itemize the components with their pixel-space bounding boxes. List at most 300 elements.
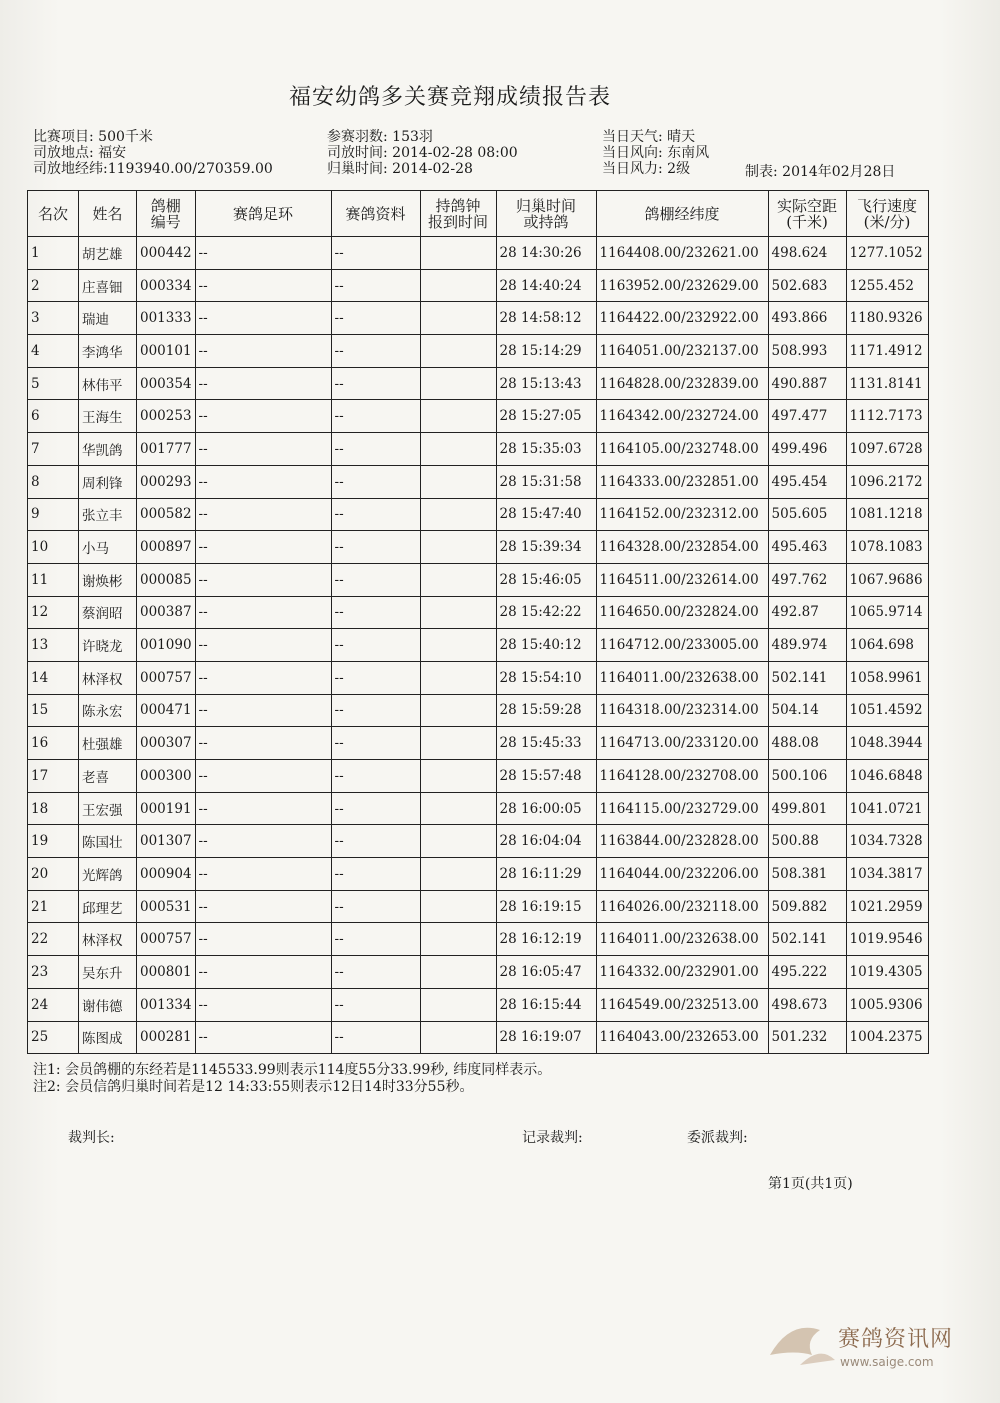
column-header-line: 或持鸽 — [523, 212, 569, 231]
cell-loft-id: 000300 — [137, 760, 196, 793]
table-row — [28, 465, 929, 498]
cell-ring: -- — [195, 302, 331, 335]
table-row — [28, 1021, 929, 1054]
table-row — [28, 727, 929, 760]
cell-loft-id: 001333 — [137, 302, 196, 335]
note-1: 注1: 会员鸽棚的东经若是1145533.99则表示114度55分33.99秒, 纬度同样表示。 — [33, 1062, 552, 1078]
cell-loft-id: 000334 — [137, 269, 196, 302]
column-header — [846, 191, 928, 237]
cell-loft-id: 001090 — [137, 629, 196, 662]
note-2: 注2: 会员信鸽归巢时间若是12 14:33:55则表示12日14时33分55秒。 — [33, 1079, 474, 1095]
cell-ring: -- — [195, 760, 331, 793]
cell-return-time: 28 15:46:05 — [496, 563, 596, 596]
cell-rank: 14 — [28, 661, 79, 694]
cell-loft-id: 000293 — [137, 465, 196, 498]
cell-return-time: 28 16:12:19 — [496, 923, 596, 956]
cell-return-time: 28 15:40:12 — [496, 629, 596, 662]
cell-return-time: 28 15:39:34 — [496, 531, 596, 564]
cell-speed: 1131.8141 — [846, 367, 928, 400]
table-row — [28, 988, 929, 1021]
cell-info: -- — [331, 727, 420, 760]
cell-info: -- — [331, 335, 420, 368]
cell-info: -- — [331, 367, 420, 400]
chief-judge-label: 裁判长: — [68, 1130, 115, 1146]
meta-release-coords: 司放地经纬:1193940.00/270359.00 — [33, 161, 273, 177]
table-row — [28, 956, 929, 989]
cell-coords: 1164712.00/233005.00 — [596, 629, 768, 662]
meta-col-1 — [33, 129, 273, 177]
cell-clock-time — [420, 923, 496, 956]
cell-coords: 1164011.00/232638.00 — [596, 661, 768, 694]
table-row — [28, 923, 929, 956]
cell-loft-id: 000904 — [137, 858, 196, 891]
cell-info: -- — [331, 433, 420, 466]
table-row — [28, 694, 929, 727]
cell-clock-time — [420, 858, 496, 891]
cell-info: -- — [331, 237, 420, 270]
cell-speed: 1048.3944 — [846, 727, 928, 760]
cell-return-time: 28 15:45:33 — [496, 727, 596, 760]
cell-clock-time — [420, 760, 496, 793]
cell-coords: 1164549.00/232513.00 — [596, 988, 768, 1021]
column-header-line: 鸽棚 — [150, 196, 181, 215]
cell-speed: 1034.3817 — [846, 858, 928, 891]
cell-distance: 502.683 — [768, 269, 846, 302]
cell-clock-time — [420, 596, 496, 629]
cell-return-time: 28 16:05:47 — [496, 956, 596, 989]
cell-distance: 495.222 — [768, 956, 846, 989]
cell-clock-time — [420, 302, 496, 335]
cell-distance: 504.14 — [768, 694, 846, 727]
cell-rank: 10 — [28, 531, 79, 564]
cell-name: 李鸿华 — [79, 335, 137, 368]
cell-name: 老喜 — [79, 760, 137, 793]
table-row — [28, 890, 929, 923]
cell-rank: 4 — [28, 335, 79, 368]
cell-clock-time — [420, 988, 496, 1021]
cell-speed: 1058.9961 — [846, 661, 928, 694]
cell-clock-time — [420, 1021, 496, 1054]
cell-coords: 1164408.00/232621.00 — [596, 237, 768, 270]
meta-return-time: 归巢时间: 2014-02-28 — [327, 161, 473, 177]
cell-info: -- — [331, 694, 420, 727]
cell-loft-id: 000801 — [137, 956, 196, 989]
cell-ring: -- — [195, 465, 331, 498]
column-header-line: 编号 — [150, 212, 181, 231]
cell-clock-time — [420, 335, 496, 368]
cell-distance: 497.477 — [768, 400, 846, 433]
cell-return-time: 28 14:58:12 — [496, 302, 596, 335]
meta-made-date: 制表: 2014年02月28日 — [745, 164, 896, 180]
column-header — [596, 191, 768, 237]
cell-info: -- — [331, 661, 420, 694]
table-row — [28, 400, 929, 433]
column-header-line: 鸽棚经纬度 — [644, 204, 720, 223]
cell-return-time: 28 16:19:07 — [496, 1021, 596, 1054]
table-header-row — [28, 191, 929, 237]
cell-return-time: 28 16:19:15 — [496, 890, 596, 923]
cell-ring: -- — [195, 433, 331, 466]
cell-distance: 501.232 — [768, 1021, 846, 1054]
cell-distance: 500.106 — [768, 760, 846, 793]
cell-loft-id: 000281 — [137, 1021, 196, 1054]
column-header — [28, 191, 79, 237]
cell-loft-id: 000387 — [137, 596, 196, 629]
meta-wind-force: 当日风力: 2级 — [602, 161, 691, 177]
cell-name: 林伟平 — [79, 367, 137, 400]
cell-name: 瑞迪 — [79, 302, 137, 335]
cell-name: 华凯鸽 — [79, 433, 137, 466]
cell-loft-id: 000085 — [137, 563, 196, 596]
cell-speed: 1046.6848 — [846, 760, 928, 793]
cell-loft-id: 001307 — [137, 825, 196, 858]
cell-loft-id: 000582 — [137, 498, 196, 531]
column-header — [195, 191, 331, 237]
cell-return-time: 28 15:13:43 — [496, 367, 596, 400]
cell-coords: 1164043.00/232653.00 — [596, 1021, 768, 1054]
cell-distance: 502.141 — [768, 923, 846, 956]
column-header-line: (米/分) — [863, 212, 911, 231]
cell-return-time: 28 15:31:58 — [496, 465, 596, 498]
cell-coords: 1164026.00/232118.00 — [596, 890, 768, 923]
cell-distance: 508.993 — [768, 335, 846, 368]
notes — [33, 1062, 551, 1096]
cell-ring: -- — [195, 367, 331, 400]
table-body — [28, 237, 929, 1054]
meta-col-2 — [327, 129, 518, 177]
cell-name: 光辉鸽 — [79, 858, 137, 891]
cell-name: 陈永宏 — [79, 694, 137, 727]
cell-rank: 13 — [28, 629, 79, 662]
cell-coords: 1164152.00/232312.00 — [596, 498, 768, 531]
cell-return-time: 28 16:00:05 — [496, 792, 596, 825]
cell-info: -- — [331, 825, 420, 858]
cell-coords: 1164051.00/232137.00 — [596, 335, 768, 368]
cell-coords: 1164422.00/232922.00 — [596, 302, 768, 335]
column-header — [768, 191, 846, 237]
cell-name: 林泽权 — [79, 923, 137, 956]
cell-coords: 1164128.00/232708.00 — [596, 760, 768, 793]
cell-distance: 489.974 — [768, 629, 846, 662]
cell-rank: 17 — [28, 760, 79, 793]
cell-name: 张立丰 — [79, 498, 137, 531]
cell-info: -- — [331, 531, 420, 564]
cell-return-time: 28 15:54:10 — [496, 661, 596, 694]
cell-ring: -- — [195, 858, 331, 891]
cell-rank: 19 — [28, 825, 79, 858]
table-row — [28, 302, 929, 335]
cell-return-time: 28 16:04:04 — [496, 825, 596, 858]
cell-rank: 5 — [28, 367, 79, 400]
table-row — [28, 433, 929, 466]
cell-ring: -- — [195, 1021, 331, 1054]
cell-coords: 1164332.00/232901.00 — [596, 956, 768, 989]
column-header-line: 实际空距 — [777, 196, 838, 215]
cell-return-time: 28 16:11:29 — [496, 858, 596, 891]
cell-name: 杜强雄 — [79, 727, 137, 760]
cell-clock-time — [420, 629, 496, 662]
recording-judge-label: 记录裁判: — [522, 1130, 583, 1146]
cell-speed: 1096.2172 — [846, 465, 928, 498]
column-header-line: 归巢时间 — [516, 196, 577, 215]
cell-ring: -- — [195, 890, 331, 923]
cell-clock-time — [420, 792, 496, 825]
cell-loft-id: 000253 — [137, 400, 196, 433]
cell-coords: 1164713.00/233120.00 — [596, 727, 768, 760]
cell-distance: 499.496 — [768, 433, 846, 466]
table-row — [28, 760, 929, 793]
meta-wind-direction: 当日风向: 东南风 — [602, 145, 710, 161]
cell-distance: 498.673 — [768, 988, 846, 1021]
cell-distance: 495.463 — [768, 531, 846, 564]
cell-rank: 1 — [28, 237, 79, 270]
cell-coords: 1164650.00/232824.00 — [596, 596, 768, 629]
cell-ring: -- — [195, 563, 331, 596]
cell-clock-time — [420, 237, 496, 270]
column-header-line: (千米) — [786, 212, 828, 231]
cell-info: -- — [331, 465, 420, 498]
cell-ring: -- — [195, 956, 331, 989]
cell-ring: -- — [195, 498, 331, 531]
cell-ring: -- — [195, 269, 331, 302]
meta-release-place: 司放地点: 福安 — [33, 145, 127, 161]
cell-rank: 2 — [28, 269, 79, 302]
cell-speed: 1019.9546 — [846, 923, 928, 956]
cell-distance: 498.624 — [768, 237, 846, 270]
cell-return-time: 28 15:14:29 — [496, 335, 596, 368]
cell-clock-time — [420, 825, 496, 858]
cell-rank: 8 — [28, 465, 79, 498]
cell-loft-id: 000897 — [137, 531, 196, 564]
cell-coords: 1163844.00/232828.00 — [596, 825, 768, 858]
cell-distance: 505.605 — [768, 498, 846, 531]
cell-info: -- — [331, 760, 420, 793]
cell-info: -- — [331, 792, 420, 825]
cell-coords: 1164511.00/232614.00 — [596, 563, 768, 596]
table-row — [28, 792, 929, 825]
cell-rank: 25 — [28, 1021, 79, 1054]
cell-clock-time — [420, 890, 496, 923]
cell-speed: 1065.9714 — [846, 596, 928, 629]
cell-info: -- — [331, 596, 420, 629]
table-row — [28, 367, 929, 400]
cell-return-time: 28 15:47:40 — [496, 498, 596, 531]
cell-clock-time — [420, 694, 496, 727]
table-row — [28, 335, 929, 368]
cell-clock-time — [420, 727, 496, 760]
cell-speed: 1019.4305 — [846, 956, 928, 989]
cell-ring: -- — [195, 694, 331, 727]
cell-rank: 3 — [28, 302, 79, 335]
cell-rank: 20 — [28, 858, 79, 891]
cell-distance: 497.762 — [768, 563, 846, 596]
cell-info: -- — [331, 956, 420, 989]
table-row — [28, 498, 929, 531]
cell-speed: 1004.2375 — [846, 1021, 928, 1054]
cell-loft-id: 000442 — [137, 237, 196, 270]
cell-name: 吴东升 — [79, 956, 137, 989]
cell-ring: -- — [195, 727, 331, 760]
cell-speed: 1064.698 — [846, 629, 928, 662]
cell-loft-id: 000354 — [137, 367, 196, 400]
cell-name: 陈图成 — [79, 1021, 137, 1054]
table-row — [28, 563, 929, 596]
cell-coords: 1164318.00/232314.00 — [596, 694, 768, 727]
watermark-title: 赛鸽资讯网 — [838, 1327, 954, 1352]
cell-ring: -- — [195, 825, 331, 858]
cell-speed: 1081.1218 — [846, 498, 928, 531]
cell-speed: 1078.1083 — [846, 531, 928, 564]
cell-clock-time — [420, 661, 496, 694]
cell-loft-id: 000191 — [137, 792, 196, 825]
table-row — [28, 825, 929, 858]
cell-rank: 15 — [28, 694, 79, 727]
cell-return-time: 28 15:59:28 — [496, 694, 596, 727]
cell-rank: 11 — [28, 563, 79, 596]
cell-loft-id: 000471 — [137, 694, 196, 727]
cell-name: 王宏强 — [79, 792, 137, 825]
cell-info: -- — [331, 498, 420, 531]
cell-speed: 1180.9326 — [846, 302, 928, 335]
cell-speed: 1005.9306 — [846, 988, 928, 1021]
cell-speed: 1112.7173 — [846, 400, 928, 433]
watermark-url: www.saige.com — [840, 1355, 934, 1369]
cell-distance: 490.887 — [768, 367, 846, 400]
cell-info: -- — [331, 269, 420, 302]
cell-clock-time — [420, 956, 496, 989]
cell-name: 陈国壮 — [79, 825, 137, 858]
cell-rank: 6 — [28, 400, 79, 433]
delegated-judge-label: 委派裁判: — [687, 1130, 748, 1146]
column-header-line: 报到时间 — [428, 212, 489, 231]
cell-info: -- — [331, 890, 420, 923]
cell-speed: 1255.452 — [846, 269, 928, 302]
cell-loft-id: 001334 — [137, 988, 196, 1021]
cell-info: -- — [331, 400, 420, 433]
cell-speed: 1097.6728 — [846, 433, 928, 466]
cell-speed: 1067.9686 — [846, 563, 928, 596]
column-header-line: 赛鸽资料 — [345, 204, 406, 223]
column-header-line: 飞行速度 — [857, 196, 918, 215]
cell-ring: -- — [195, 237, 331, 270]
cell-loft-id: 000757 — [137, 661, 196, 694]
cell-name: 王海生 — [79, 400, 137, 433]
cell-coords: 1164115.00/232729.00 — [596, 792, 768, 825]
cell-rank: 23 — [28, 956, 79, 989]
cell-return-time: 28 16:15:44 — [496, 988, 596, 1021]
column-header — [420, 191, 496, 237]
cell-loft-id: 001777 — [137, 433, 196, 466]
cell-rank: 16 — [28, 727, 79, 760]
cell-name: 谢焕彬 — [79, 563, 137, 596]
cell-distance: 499.801 — [768, 792, 846, 825]
cell-ring: -- — [195, 629, 331, 662]
column-header — [331, 191, 420, 237]
cell-return-time: 28 15:42:22 — [496, 596, 596, 629]
cell-name: 周利锋 — [79, 465, 137, 498]
table-row — [28, 531, 929, 564]
cell-name: 胡艺雄 — [79, 237, 137, 270]
column-header — [496, 191, 596, 237]
column-header — [137, 191, 196, 237]
table-row — [28, 596, 929, 629]
cell-name: 谢伟德 — [79, 988, 137, 1021]
cell-coords: 1163952.00/232629.00 — [596, 269, 768, 302]
page-number: 第1页(共1页) — [768, 1176, 853, 1192]
cell-info: -- — [331, 858, 420, 891]
table-row — [28, 629, 929, 662]
meta-release-time: 司放时间: 2014-02-28 08:00 — [327, 145, 518, 161]
column-header — [79, 191, 137, 237]
cell-speed: 1021.2959 — [846, 890, 928, 923]
column-header-line: 名次 — [37, 204, 68, 223]
cell-speed: 1051.4592 — [846, 694, 928, 727]
meta-col-3 — [602, 129, 709, 177]
cell-speed: 1277.1052 — [846, 237, 928, 270]
cell-info: -- — [331, 923, 420, 956]
cell-name: 许晓龙 — [79, 629, 137, 662]
cell-speed: 1034.7328 — [846, 825, 928, 858]
cell-info: -- — [331, 629, 420, 662]
cell-coords: 1164105.00/232748.00 — [596, 433, 768, 466]
cell-rank: 9 — [28, 498, 79, 531]
cell-clock-time — [420, 433, 496, 466]
meta-entries: 参赛羽数: 153羽 — [327, 129, 433, 145]
cell-speed: 1171.4912 — [846, 335, 928, 368]
cell-clock-time — [420, 269, 496, 302]
cell-info: -- — [331, 988, 420, 1021]
cell-clock-time — [420, 531, 496, 564]
cell-coords: 1164044.00/232206.00 — [596, 858, 768, 891]
column-header-line: 持鸽钟 — [435, 196, 481, 215]
cell-return-time: 28 14:40:24 — [496, 269, 596, 302]
cell-rank: 12 — [28, 596, 79, 629]
cell-distance: 493.866 — [768, 302, 846, 335]
cell-ring: -- — [195, 792, 331, 825]
cell-ring: -- — [195, 400, 331, 433]
column-header-line: 姓名 — [92, 204, 123, 223]
cell-speed: 1041.0721 — [846, 792, 928, 825]
cell-rank: 24 — [28, 988, 79, 1021]
cell-info: -- — [331, 1021, 420, 1054]
cell-name: 蔡润昭 — [79, 596, 137, 629]
table-row — [28, 858, 929, 891]
column-header-line: 赛鸽足环 — [233, 204, 294, 223]
cell-name: 林泽权 — [79, 661, 137, 694]
cell-distance: 509.882 — [768, 890, 846, 923]
cell-coords: 1164333.00/232851.00 — [596, 465, 768, 498]
meta-weather: 当日天气: 晴天 — [602, 129, 696, 145]
results-table — [27, 190, 929, 1054]
cell-clock-time — [420, 465, 496, 498]
cell-return-time: 28 14:30:26 — [496, 237, 596, 270]
cell-rank: 18 — [28, 792, 79, 825]
cell-coords: 1164828.00/232839.00 — [596, 367, 768, 400]
cell-ring: -- — [195, 923, 331, 956]
cell-coords: 1164011.00/232638.00 — [596, 923, 768, 956]
cell-clock-time — [420, 563, 496, 596]
cell-name: 邱理艺 — [79, 890, 137, 923]
cell-loft-id: 000101 — [137, 335, 196, 368]
cell-info: -- — [331, 563, 420, 596]
cell-return-time: 28 15:35:03 — [496, 433, 596, 466]
cell-ring: -- — [195, 531, 331, 564]
cell-clock-time — [420, 367, 496, 400]
cell-name: 庄喜钿 — [79, 269, 137, 302]
cell-coords: 1164328.00/232854.00 — [596, 531, 768, 564]
cell-distance: 492.87 — [768, 596, 846, 629]
cell-distance: 495.454 — [768, 465, 846, 498]
